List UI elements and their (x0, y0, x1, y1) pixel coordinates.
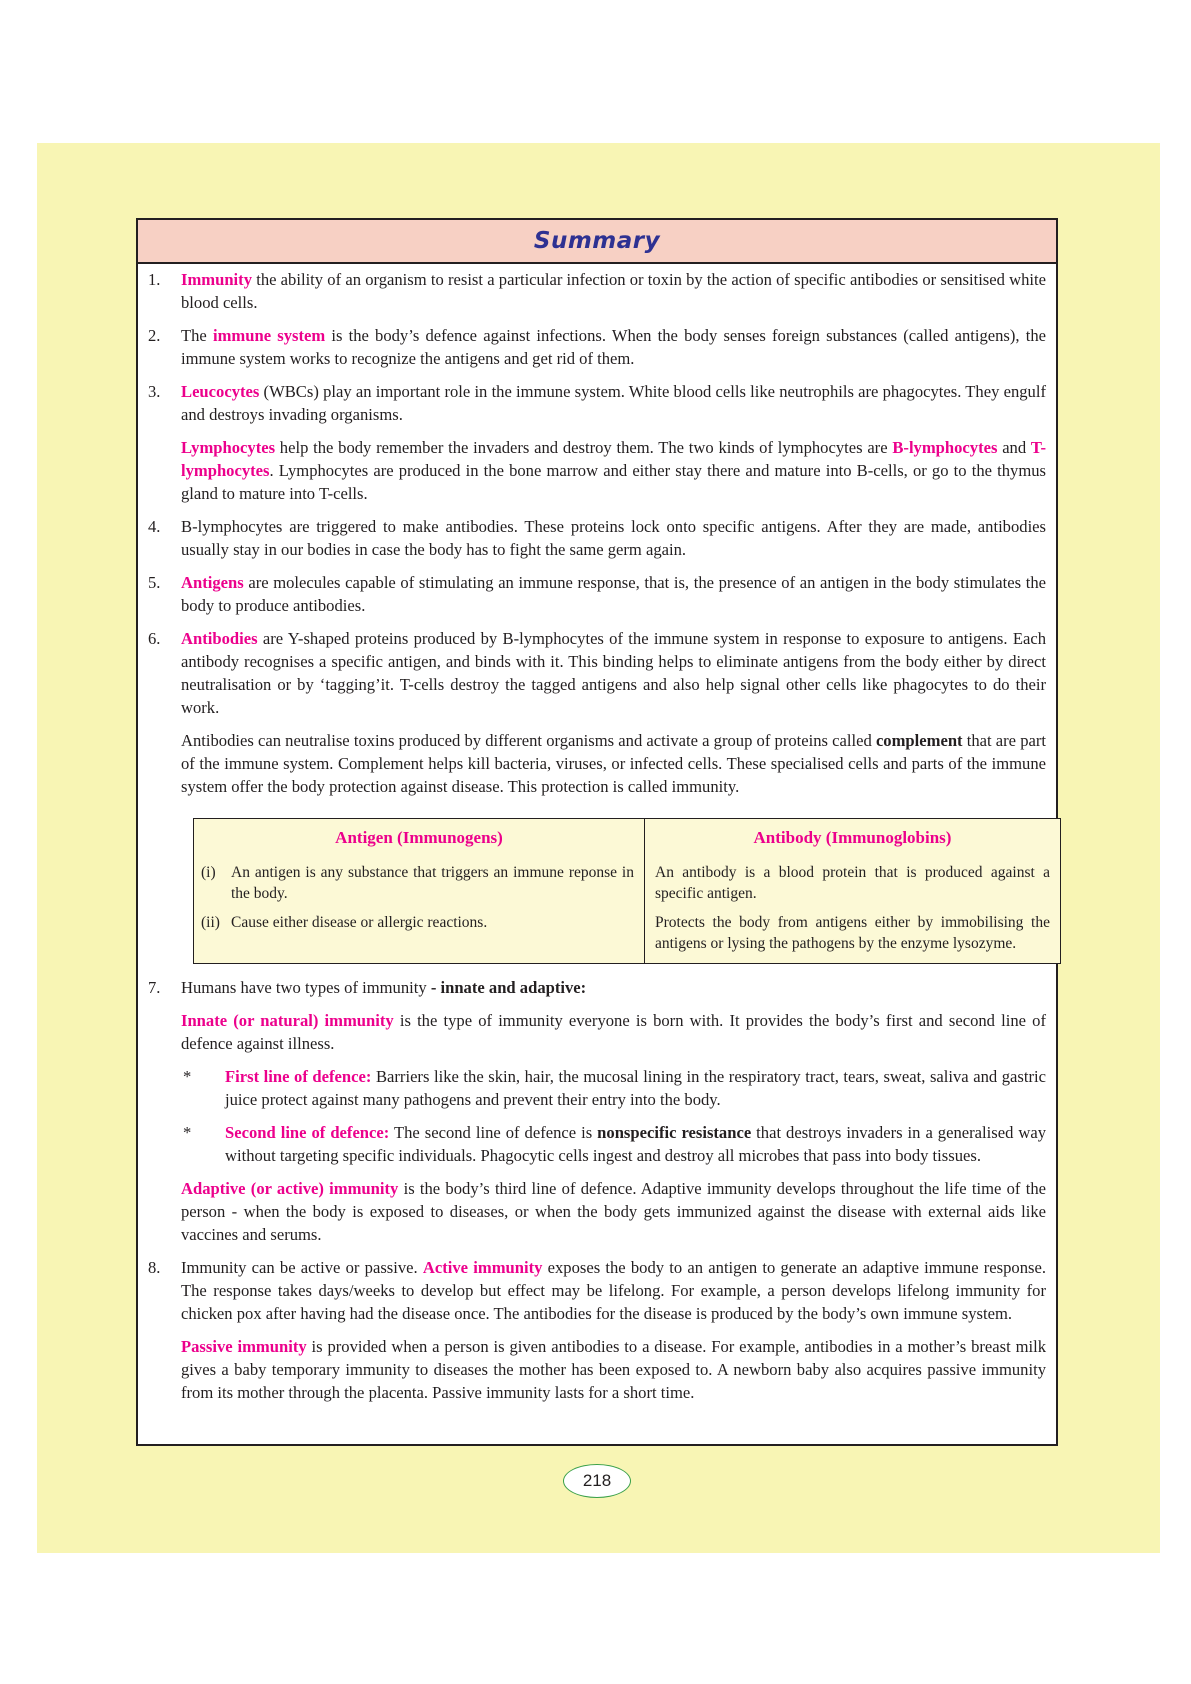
term-immune-system: immune system (212, 326, 326, 345)
item-text: B-lymphocytes are triggered to make antibodies. These proteins lock onto specific antigens. After they are made, antibodies usually stay in our bodies in case the body has to fight the same germ again. (181, 517, 1046, 559)
term-antibodies: Antibodies (181, 629, 258, 648)
bullet-first-line (181, 1065, 1046, 1111)
summary-item-2 (148, 324, 1046, 370)
term-b-lymphocytes: B-lymphocytes (892, 438, 998, 457)
summary-item-1 (148, 268, 1046, 314)
bullet-star: * (183, 1067, 192, 1086)
term-lymphocytes: Lymphocytes (181, 438, 276, 457)
item-number: 6. (148, 629, 161, 648)
term-first-line: First line of defence: (225, 1067, 372, 1086)
item-text: that destroys invaders in a generalised way without targeting specific individuals. Phagocytic cells ingest and destroy all microbes that pass into body tissues. (225, 1123, 1046, 1165)
antigen-cell: An antigen is any substance that triggers an immune reponse in the body. (231, 864, 634, 902)
term-active-immunity: Active immunity (422, 1258, 543, 1277)
table-row (194, 862, 1061, 964)
item-text: are Y-shaped proteins produced by B-lymphocytes of the immune system in response to exposure to antigens. Each antibody recognises a specific antigen, and binds with it. This binding helps to eliminate antigens from the body either by direct neutralisation or by ‘tagging’it. T-cells destroy the tagged antigens and also help signal other cells like phagocytes to do their work. (181, 629, 1046, 717)
summary-title: Summary (533, 228, 661, 254)
item-text: (WBCs) play an important role in the immune system. White blood cells like neutrophils are phagocytes. They engulf and destroys invading organisms. (181, 382, 1046, 424)
item-number: 5. (148, 573, 161, 592)
term-adaptive-immunity: Adaptive (or active) immunity (181, 1179, 399, 1198)
item-number: 8. (148, 1258, 161, 1277)
item-number: 2. (148, 326, 161, 345)
item-text: help the body remember the invaders and destroy them. The two kinds of lymphocytes are (275, 438, 893, 457)
table-header-antigen: Antigen (Immunogens) (194, 819, 645, 863)
summary-item-5 (148, 571, 1046, 617)
item-text: is the body’s defence against infections. When the body senses foreign substances (called antigens), the immune system works to recognize the antigens and get rid of them. (181, 326, 1046, 368)
item-text: The second line of defence is (389, 1123, 598, 1142)
summary-item-3 (148, 380, 1046, 505)
antigen-cell: Cause either disease or allergic reactions. (231, 914, 488, 931)
bullet-star: * (183, 1123, 192, 1142)
item-text: Antibodies can neutralise toxins produced by different organisms and activate a group of proteins called (181, 731, 876, 750)
term-passive-immunity: Passive immunity (181, 1337, 307, 1356)
term-complement: complement (875, 731, 963, 750)
term-innate-immunity: Innate (or natural) immunity (181, 1011, 394, 1030)
item-text: Immunity can be active or passive. (181, 1258, 423, 1277)
item-text: The (181, 326, 213, 345)
summary-content (138, 264, 1056, 1404)
term-leucocytes: Leucocytes (181, 382, 260, 401)
row-number: (i) (201, 864, 216, 881)
summary-item-8 (148, 1256, 1046, 1404)
antibody-cell: Protects the body from antigens either by immobilising the antigens or lysing the pathogens by the enzyme lysozyme. (655, 914, 1050, 952)
item-text: is provided when a person is given antibodies to a disease. For example, antibodies in a mother’s breast milk gives a baby temporary immunity to diseases the mother has been exposed to. A newborn baby also acquires passive immunity from its mother through the placenta. Passive immunity lasts for a short time. (181, 1337, 1047, 1402)
item-text: that are part of the immune system. Complement helps kill bacteria, viruses, or infected cells. These specialised cells and parts of the immune system offer the body protection against disease. This protection is called immunity. (181, 731, 1046, 796)
item-number: 3. (148, 382, 161, 401)
item-text: is the type of immunity everyone is born with. It provides the body’s first and second line of defence against illness. (181, 1011, 1046, 1053)
bullet-second-line (181, 1121, 1046, 1167)
item-text: Humans have two types of immunity (181, 978, 431, 997)
item-number: 1. (148, 270, 161, 289)
item-text: . Lymphocytes are produced in the bone marrow and either stay there and mature into B-cells, or go to the thymus gland to mature into T-cells. (181, 461, 1046, 503)
summary-item-7 (148, 976, 1046, 1246)
table-header-antibody: Antibody (Immunoglobins) (645, 819, 1061, 863)
summary-item-4 (148, 515, 1046, 561)
item-number: 4. (148, 517, 161, 536)
term-second-line: Second line of defence: (225, 1123, 390, 1142)
term-immunity: Immunity (181, 270, 252, 289)
item-text: is the body’s third line of defence. Adaptive immunity develops throughout the life time of the person - when the body is exposed to diseases, or when the body gets immunized against the disease with external aids like vaccines and serums. (181, 1179, 1046, 1244)
term-nonspecific-resistance: nonspecific resistance (597, 1123, 752, 1142)
item-text: exposes the body to an antigen to generate an adaptive immune response. The response takes days/weeks to develop but effect may be lifelong. For example, a person develops lifelong immunity for chicken pox after having had the disease once. The antibodies for the disease is produced by the body’s own immune system. (181, 1258, 1046, 1323)
antigen-antibody-table (193, 818, 1061, 964)
item-text: Barriers like the skin, hair, the mucosal lining in the respiratory tract, tears, sweat, saliva and gastric juice protect against many pathogens and prevent their entry into the body. (225, 1067, 1046, 1109)
term-t-lymphocytes: T-lymphocytes (181, 438, 1046, 480)
summary-header (138, 220, 1056, 264)
item-text: the ability of an organism to resist a particular infection or toxin by the action of specific antibodies or sensitised white blood cells. (181, 270, 1046, 312)
row-number: (ii) (201, 914, 220, 931)
item-text: are molecules capable of stimulating an immune response, that is, the presence of an antigen in the body stimulates the body to produce antibodies. (181, 573, 1046, 615)
item-number: 7. (148, 978, 161, 997)
antibody-cell: An antibody is a blood protein that is produced against a specific antigen. (655, 864, 1050, 902)
summary-item-6 (148, 627, 1046, 808)
item-text: and (997, 438, 1031, 457)
page-number: 218 (563, 1464, 631, 1498)
item-bold-text: - innate and adaptive: (430, 978, 587, 997)
term-antigens: Antigens (181, 573, 244, 592)
summary-box (136, 218, 1058, 1446)
